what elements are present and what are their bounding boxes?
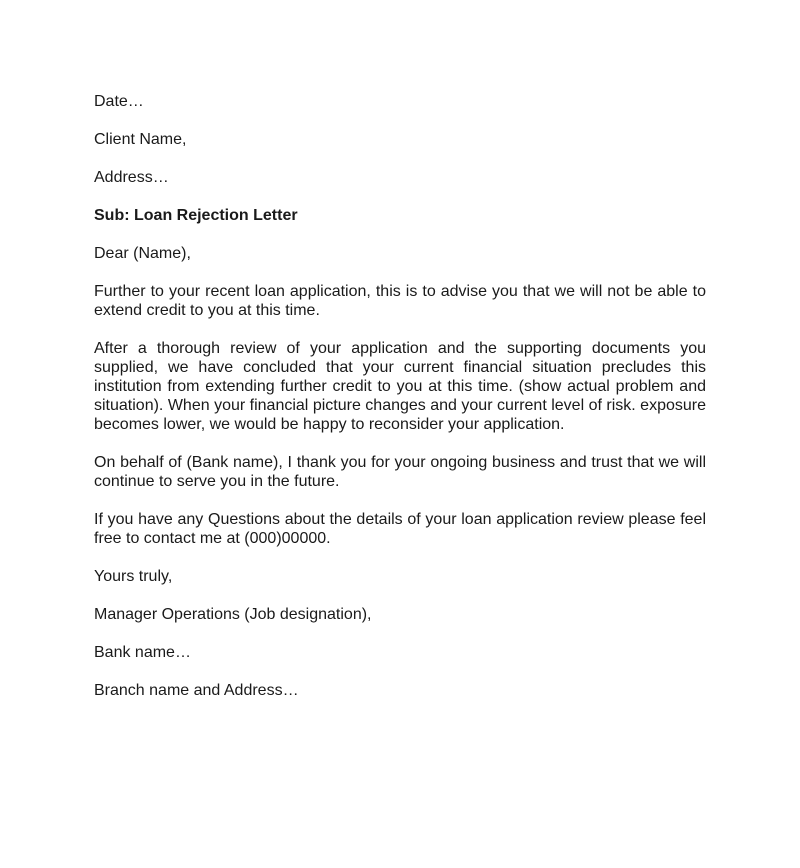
closing: Yours truly, (94, 568, 173, 585)
letter-body (94, 92, 706, 719)
client-address: Address… (94, 169, 169, 186)
client-name: Client Name, (94, 131, 187, 148)
paragraph-thanks: On behalf of (Bank name), I thank you for your ongoing business and trust that we will continue to serve you in the future. (94, 454, 706, 490)
paragraph-contact: If you have any Questions about the details of your loan application review please feel free to contact me at (000)00000. (94, 511, 706, 547)
paragraph-intro: Further to your recent loan application, this is to advise you that we will not be able to extend credit to you at this time. (94, 283, 706, 319)
salutation: Dear (Name), (94, 245, 191, 262)
signer-title: Manager Operations (Job designation), (94, 606, 372, 623)
paragraph-review: After a thorough review of your application and the supporting documents you supplied, we have concluded that your current financial situation precludes this institution from extending further credit to you at this time. (show actual problem and situation). When your financial picture changes and your current level of risk. exposure becomes lower, we would be happy to reconsider your application. (94, 340, 706, 433)
branch-address: Branch name and Address… (94, 682, 299, 699)
letter-subject: Sub: Loan Rejection Letter (94, 207, 298, 224)
letter-date: Date… (94, 93, 144, 110)
bank-name: Bank name… (94, 644, 191, 661)
